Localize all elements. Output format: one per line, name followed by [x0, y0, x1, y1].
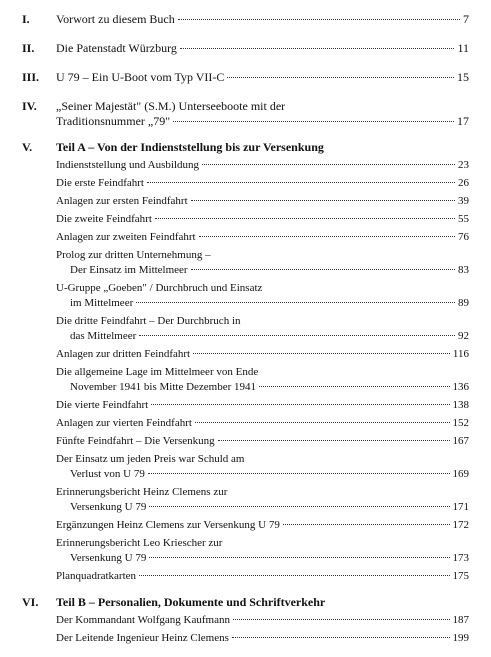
page-number: 11 [457, 41, 469, 55]
page-number: 116 [452, 348, 469, 360]
section-title-line1: „Seiner Majestät" (S.M.) Unterseeboote mit der [56, 99, 286, 113]
entry-title: Anlagen zur ersten Feindfahrt [56, 195, 188, 207]
entry-title: Der Leitende Ingenieur Heinz Clemens [56, 632, 229, 644]
leader-dots [218, 440, 450, 441]
section-number: IV. [22, 99, 37, 113]
toc-entry [0, 347, 491, 365]
entry-title-line1: Erinnerungsbericht Heinz Clemens zur [56, 486, 228, 498]
section-title: Teil B – Personalien, Dokumente und Schriftverkehr [56, 595, 326, 609]
leader-dots [139, 335, 455, 336]
entry-title-line1: Erinnerungsbericht Leo Kriescher zur [56, 537, 223, 549]
section-title: Teil A – Von der Indienststellung bis zur Versenkung [56, 140, 324, 154]
entry-title-line2: Versenkung U 79 [70, 552, 147, 564]
entry-title: Planquadratkarten [56, 570, 137, 582]
toc-entry [0, 569, 491, 587]
leader-dots [202, 164, 455, 165]
page-number: 199 [452, 632, 469, 644]
page-number: 187 [452, 614, 469, 626]
section-number: III. [22, 70, 40, 84]
toc-entry [0, 416, 491, 434]
entry-title: Anlagen zur dritten Feindfahrt [56, 348, 191, 360]
leader-dots [136, 302, 455, 303]
toc-section-6 [0, 595, 491, 613]
entry-title: Indienststellung und Ausbildung [56, 159, 199, 171]
section-title: Die Patenstadt Würzburg [56, 41, 177, 55]
toc-entry [0, 365, 491, 398]
section-title-line2: Traditionsnummer „79" [56, 114, 171, 128]
entry-title-line1: Die dritte Feindfahrt – Der Durchbruch in [56, 315, 241, 327]
page-number: 23 [458, 159, 469, 171]
leader-dots [173, 121, 454, 122]
leader-dots [193, 353, 450, 354]
page-number: 26 [458, 177, 469, 189]
toc-entry [0, 536, 491, 569]
entry-title-line1: U-Gruppe „Goeben" / Durchbruch und Einsatz [56, 282, 263, 294]
entry-title: Anlagen zur vierten Feindfahrt [56, 417, 192, 429]
leader-dots [139, 575, 449, 576]
leader-dots [283, 524, 450, 525]
leader-dots [147, 182, 455, 183]
entry-title: Der Kommandant Wolfgang Kaufmann [56, 614, 230, 626]
part-a-entries [0, 158, 491, 587]
leader-dots [232, 637, 450, 638]
page-number: 92 [458, 330, 469, 342]
toc-entry [0, 194, 491, 212]
entry-title-line2: im Mittelmeer [70, 297, 134, 309]
entry-title-line2: Verlust von U 79 [70, 468, 145, 480]
toc-entry [0, 613, 491, 631]
page-number: 83 [458, 264, 469, 276]
leader-dots [155, 218, 455, 219]
page-number: 171 [452, 501, 469, 513]
toc-entry [0, 398, 491, 416]
page-number: 89 [458, 297, 469, 309]
page-number: 7 [463, 12, 469, 26]
entry-title-line1: Prolog zur dritten Unternehmung – [56, 249, 211, 261]
toc-entry [0, 314, 491, 347]
toc-entry [0, 248, 491, 281]
toc-entry [0, 230, 491, 248]
leader-dots [227, 77, 454, 78]
entry-title-line2: November 1941 bis Mitte Dezember 1941 [70, 381, 257, 393]
toc-entry [0, 452, 491, 485]
entry-title: Ergänzungen Heinz Clemens zur Versenkung U 79 [56, 519, 280, 531]
leader-dots [151, 404, 449, 405]
entry-title: Fünfte Feindfahrt – Die Versenkung [56, 435, 215, 447]
entry-title-line2: Versenkung U 79 [70, 501, 147, 513]
leader-dots [191, 269, 455, 270]
page-number: 173 [452, 552, 469, 564]
leader-dots [149, 557, 449, 558]
leader-dots [191, 200, 455, 201]
entry-title: Die vierte Feindfahrt [56, 399, 149, 411]
entry-title: Die erste Feindfahrt [56, 177, 144, 189]
entry-title: Die zweite Feindfahrt [56, 213, 152, 225]
section-number: V. [22, 140, 33, 154]
leader-dots [233, 619, 450, 620]
leader-dots [148, 473, 450, 474]
page-number: 55 [458, 213, 469, 225]
leader-dots [259, 386, 449, 387]
page-number: 152 [452, 417, 469, 429]
entry-title-line2: Der Einsatz im Mittelmeer [70, 264, 188, 276]
page-number: 76 [458, 231, 469, 243]
entry-title: Anlagen zur zweiten Feindfahrt [56, 231, 196, 243]
toc-entry [0, 158, 491, 176]
toc-entry [0, 176, 491, 194]
toc-entry [0, 212, 491, 230]
toc-section-1 [0, 12, 491, 33]
leader-dots [195, 422, 450, 423]
section-title: Vorwort zu diesem Buch [56, 12, 175, 26]
page-number: 39 [458, 195, 469, 207]
toc-section-5 [0, 140, 491, 158]
entry-title-line1: Die allgemeine Lage im Mittelmeer von Ende [56, 366, 259, 378]
leader-dots [180, 48, 455, 49]
page-number: 169 [452, 468, 469, 480]
table-of-contents [0, 12, 491, 649]
page-number: 167 [452, 435, 469, 447]
section-number: VI. [22, 595, 39, 609]
toc-entry [0, 281, 491, 314]
toc-section-4 [0, 99, 491, 130]
section-number: II. [22, 41, 35, 55]
page-number: 136 [452, 381, 469, 393]
entry-title-line2: das Mittelmeer [70, 330, 137, 342]
section-title: U 79 – Ein U-Boot vom Typ VII-C [56, 70, 225, 84]
leader-dots [149, 506, 449, 507]
toc-section-2 [0, 41, 491, 62]
toc-entry [0, 434, 491, 452]
part-b-entries [0, 613, 491, 649]
page-number: 17 [457, 114, 469, 128]
section-number: I. [22, 12, 30, 26]
toc-section-3 [0, 70, 491, 91]
leader-dots [199, 236, 455, 237]
page-number: 138 [452, 399, 469, 411]
toc-entry [0, 631, 491, 649]
page-number: 175 [452, 570, 469, 582]
entry-title-line1: Der Einsatz um jeden Preis war Schuld am [56, 453, 245, 465]
toc-entry [0, 518, 491, 536]
page-number: 172 [452, 519, 469, 531]
toc-entry [0, 485, 491, 518]
leader-dots [178, 19, 460, 20]
page-number: 15 [457, 70, 469, 84]
